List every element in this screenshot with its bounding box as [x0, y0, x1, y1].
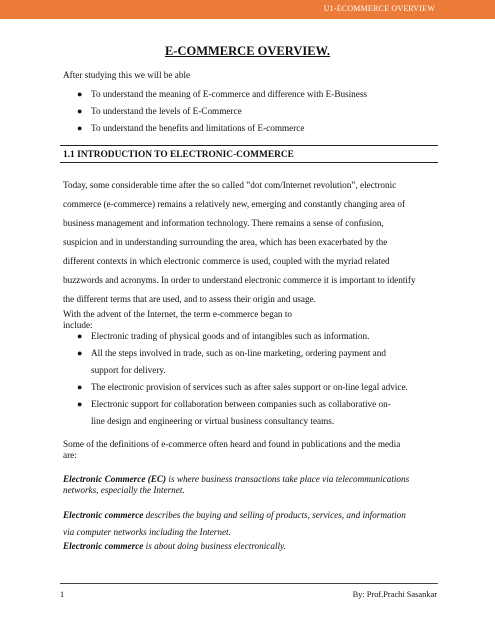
bullet-icon: ●: [77, 399, 83, 409]
intro-paragraph: Today, some considerable time after the so called ‟dot com/Internet revolution‟, electronic commerce (e-commerce) remains a relatively new, emerging and constantly changing area of business management and information technology. There remains a sense of confusion, suspicion and in understanding surrounding the area, which has been exacerbated by the different contexts in which electronic commerce is used, coupled with the myriad related buzzwords and acronyms. In order to understand electronic commerce it is important to identify the different terms that are used, and to assess their origin and usage.: [63, 180, 416, 304]
list-item: ● All the steps involved in trade, such as on-line marketing, ordering payment and support for delivery.: [63, 345, 433, 379]
footer-rule: [60, 583, 438, 584]
list-item: ● To understand the benefits and limitations of E-commerce: [63, 120, 433, 137]
list-item: ● To understand the levels of E-Commerce: [63, 103, 433, 120]
definition-item: Electronic commerce describes the buying and selling of products, services, and information via computer networks including the Internet.: [63, 510, 406, 537]
header-band: [0, 0, 495, 19]
list-item: ● Electronic support for collaboration between companies such as collaborative on- line design and engineering or virtual business consultancy teams.: [63, 396, 433, 430]
section-top-rule: [60, 145, 438, 146]
definition-item: Electronic commerce is about doing business electronically.: [63, 541, 286, 551]
section-heading: 1.1 INTRODUCTION TO ELECTRONIC-COMMERCE: [63, 150, 294, 160]
bullet-icon: ●: [77, 123, 83, 133]
bullet-icon: ●: [77, 331, 83, 341]
running-title: U1-ECOMMERCE OVERVIEW: [323, 4, 435, 13]
definition-item: Electronic Commerce (EC) is where business transactions take place via telecommunications networks, especially the Internet.: [63, 474, 410, 495]
page-title: E-COMMERCE OVERVIEW.: [164, 44, 331, 58]
list-item: ● To understand the meaning of E-commerce and difference with E-Business: [63, 86, 433, 103]
intro-text: After studying this we will be able: [63, 70, 191, 80]
bullet-icon: ●: [77, 106, 83, 116]
objectives-list: [63, 86, 433, 137]
includes-list: [63, 328, 433, 430]
bullet-icon: ●: [77, 89, 83, 99]
section-bottom-rule: [60, 162, 438, 163]
list-item: ● The electronic provision of services such as after sales support or on-line legal advice.: [63, 379, 433, 396]
definitions-intro: Some of the definitions of e-commerce often heard and found in publications and the media are:: [63, 439, 401, 460]
page-number: 1: [60, 590, 65, 599]
bullet-icon: ●: [77, 382, 83, 392]
bullet-icon: ●: [77, 348, 83, 358]
list-item: ● Electronic trading of physical goods and of intangibles such as information.: [63, 328, 433, 345]
author-credit: By: Prof.Prachi Sasankar: [352, 590, 437, 599]
advent-paragraph: With the advent of the Internet, the term e-commerce began to include:: [63, 309, 292, 330]
